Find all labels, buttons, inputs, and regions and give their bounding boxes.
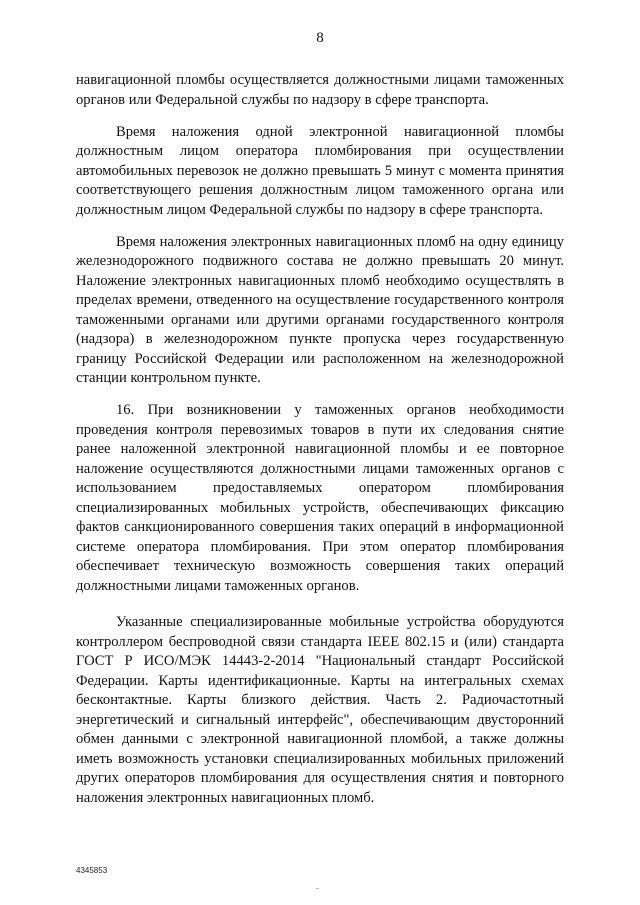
scan-speck — [316, 888, 319, 889]
paragraph-continuation: навигационной пломбы осуществляется должностными лицами таможенных органов или Федеральной службы по надзору в сфере транспорта. — [76, 72, 564, 108]
page-number: 8 — [316, 30, 324, 46]
document-id: 4345853 — [76, 866, 108, 875]
paragraph-clause-16: 16. При возникновении у таможенных органов необходимости проведения контроля перевозимых товаров в пути их следования снятие ранее наложенной электронной навигационной пломбы и ее повторное наложение осуществляются должностными лицами таможенных органов с использованием предоставляемых оператором пломбирования специализированных мобильных устройств, обеспечивающих фиксацию фактов санкционированного совершения таких операций в информационной системе оператора пломбирования. При этом оператор пломбирования обеспечивает техническую возможность совершения таких операций должностными лицами таможенных органов. — [76, 402, 564, 594]
paragraph-auto-seal-time: Время наложения одной электронной навигационной пломбы должностным лицом оператора пломбирования при осуществлении автомобильных перевозок не должно превышать 5 минут с момента принятия соответствующего решения должностным лицом таможенного органа или должностным лицом Федеральной службы по надзору в сфере транспорта. — [76, 123, 564, 218]
paragraph-mobile-devices: Указанные специализированные мобильные устройства оборудуются контроллером беспроводной связи стандарта IEEE 802.15 и (или) стандарта ГОСТ Р ИСО/МЭК 14443-2-2014 "Национальный стандарт Российской Федерации. Карты идентификационные. Карты на интегральных схемах бесконтактные. Карты близкого действия. Часть 2. Радиочастотный энергетический и сигнальный интерфейс", обеспечивающим двусторонний обмен данными с электронной навигационной пломбой, а также должны иметь возможность установки специализированных мобильных приложений других операторов пломбирования для осуществления снятия и повторного наложения электронных навигационных пломб. — [76, 614, 564, 806]
paragraph-rail-seal-time: Время наложения электронных навигационных пломб на одну единицу железнодорожного подвижного состава не должно превышать 20 минут. Наложение электронных навигационных пломб необходимо осуществлять в пределах времени, отведенного на осуществление государственного контроля таможенными органами или другими органами государственного контроля (надзора) в железнодорожном пункте пропуска через государственную границу Российской Федерации или расположенном на железнодорожной станции контрольном пункте. — [76, 233, 564, 386]
document-body — [76, 71, 564, 821]
